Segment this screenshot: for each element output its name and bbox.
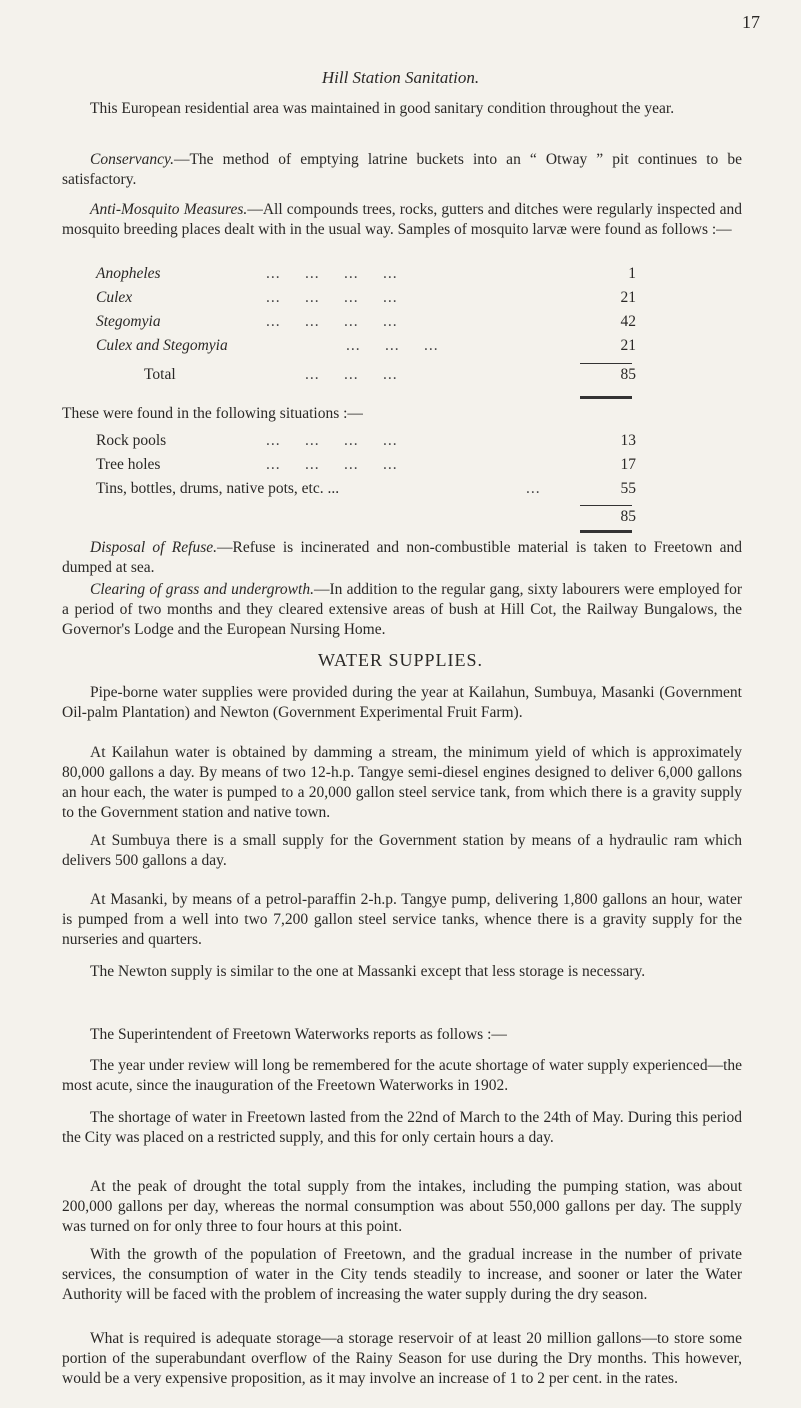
water-paragraph: The Superintendent of Freetown Waterworks reports as follows :— [90,1026,507,1043]
water-supplies-heading: WATER SUPPLIES. [317,650,484,670]
leader-dots: ... ... ... ... [266,313,398,330]
water-paragraph: At the peak of drought the total supply from the intakes, including the pumping station, was about 200,000 gallons per day, whereas the normal consumption was about 550,000 gallons per day. The supply was turned on for only three to four hours at this point. [62,1178,742,1235]
total-row [96,508,636,532]
row-label: Anopheles [96,265,161,282]
conservancy-text: —The method of emptying latrine buckets into an “ Otway ” pit continues to be satisfactory. [62,151,742,188]
clearing-lead: Clearing of grass and undergrowth. [90,581,314,598]
total-value: 85 [620,366,636,383]
larvae-total [96,366,636,390]
table-row [96,480,636,504]
leader-dots: ... ... ... ... [266,432,398,449]
table-row [96,432,636,456]
water-paragraph: What is required is adequate storage—a storage reservoir of at least 20 million gallons—to store some portion of the superabundant overflow of the Rainy Season for use during the Dry months. This however, would be a very expensive proposition, as it may involve an increase of 1 to 2 per cent. in the rates. [62,1330,742,1387]
water-paragraph: With the growth of the population of Freetown, and the gradual increase in the number of private services, the consumption of water in the City tends steadily to increase, and sooner or later the Water Authority will be faced with the problem of increasing the water supply during the dry season. [62,1246,742,1303]
disposal-lead: Disposal of Refuse. [90,539,217,556]
leader-dots: ... ... ... ... [266,456,398,473]
total-row [96,366,636,390]
row-value: 1 [628,265,636,282]
water-paragraph: At Kailahun water is obtained by damming a stream, the minimum yield of which is approximately 80,000 gallons a day. By means of two 12-h.p. Tangye semi-diesel engines designed to deliver 6,000 gallons an hour each, the water is pumped to a 20,000 gallon steel service tank, from which there is a gravity supply to the Government station and native town. [62,744,742,821]
anti-mosquito-text: —All compounds trees, rocks, gutters and ditches were regularly inspected and mosquito breeding places dealt with in the usual way. Samples of mosquito larvæ were found as follows :— [62,201,742,238]
row-value: 13 [620,432,636,449]
water-paragraph: At Masanki, by means of a petrol-paraffin 2-h.p. Tangye pump, delivering 1,800 gallons an hour, water is pumped from a well into two 7,200 gallon steel service tanks, whence there is a gravity supply for the nurseries and quarters. [62,891,742,948]
table-row [96,313,636,337]
conservancy-lead: Conservancy. [90,151,174,168]
table-row [96,289,636,313]
clearing-paragraph [62,580,742,640]
leader-dots: ... ... ... ... [266,289,398,306]
running-head: Hill Station Sanitation. [321,68,480,87]
table-row [96,337,636,361]
larvae-table [96,265,636,361]
row-value: 21 [620,289,636,306]
row-label: Stegomyia [96,313,161,330]
total-rule [580,530,632,533]
leader-dots: ... ... ... [346,337,439,354]
water-paragraph: The shortage of water in Freetown lasted from the 22nd of March to the 24th of May. During this period the City was placed on a restricted supply, and this for only certain hours a day. [62,1109,742,1146]
situations-table [96,432,636,504]
row-label: Tree holes [96,456,161,473]
disposal-paragraph [62,538,742,578]
conservancy-paragraph [62,150,742,190]
total-label: Total [144,366,176,383]
intro-paragraph: This European residential area was maintained in good sanitary condition throughout the year. [90,100,675,117]
row-value: 17 [620,456,636,473]
total-rule [580,396,632,399]
water-paragraph: The year under review will long be remembered for the acute shortage of water supply experienced—the most acute, since the inauguration of the Freetown Waterworks in 1902. [62,1057,742,1094]
row-value: 21 [620,337,636,354]
table-row [96,456,636,480]
row-label: Culex [96,289,133,306]
page-number: 17 [742,12,760,32]
leader-dots: ... ... ... ... [266,265,398,282]
row-label: Culex and Stegomyia [96,337,228,354]
leader-dots: ... [526,480,541,497]
water-paragraph: The Newton supply is similar to the one at Massanki except that less storage is necessary. [90,963,646,980]
anti-mosquito-lead: Anti-Mosquito Measures. [90,201,248,218]
situations-intro: These were found in the following situations :— [62,405,363,422]
subtotal-rule [580,363,632,364]
table-row [96,265,636,289]
row-label: Tins, bottles, drums, native pots, etc. ... [96,480,340,497]
clearing-text: —In addition to the regular gang, sixty labourers were employed for a period of two months and they cleared extensive areas of bush at Hill Cot, the Railway Bungalows, the Governor's Lodge and the European Nursing Home. [62,581,742,638]
disposal-text: —Refuse is incinerated and non-combustible material is taken to Freetown and dumped at sea. [62,539,742,576]
leader-dots: ... ... ... [266,366,398,383]
water-paragraph: At Sumbuya there is a small supply for the Government station by means of a hydraulic ram which delivers 500 gallons a day. [62,832,742,869]
row-value: 42 [620,313,636,330]
situations-total [96,508,636,532]
subtotal-rule [580,505,632,506]
row-label: Rock pools [96,432,167,449]
row-value: 55 [620,480,636,497]
water-paragraph: Pipe-borne water supplies were provided during the year at Kailahun, Sumbuya, Masanki (Government Oil-palm Plantation) and Newton (Government Experimental Fruit Farm). [62,684,742,721]
total-value: 85 [620,508,636,525]
anti-mosquito-paragraph [62,200,742,240]
